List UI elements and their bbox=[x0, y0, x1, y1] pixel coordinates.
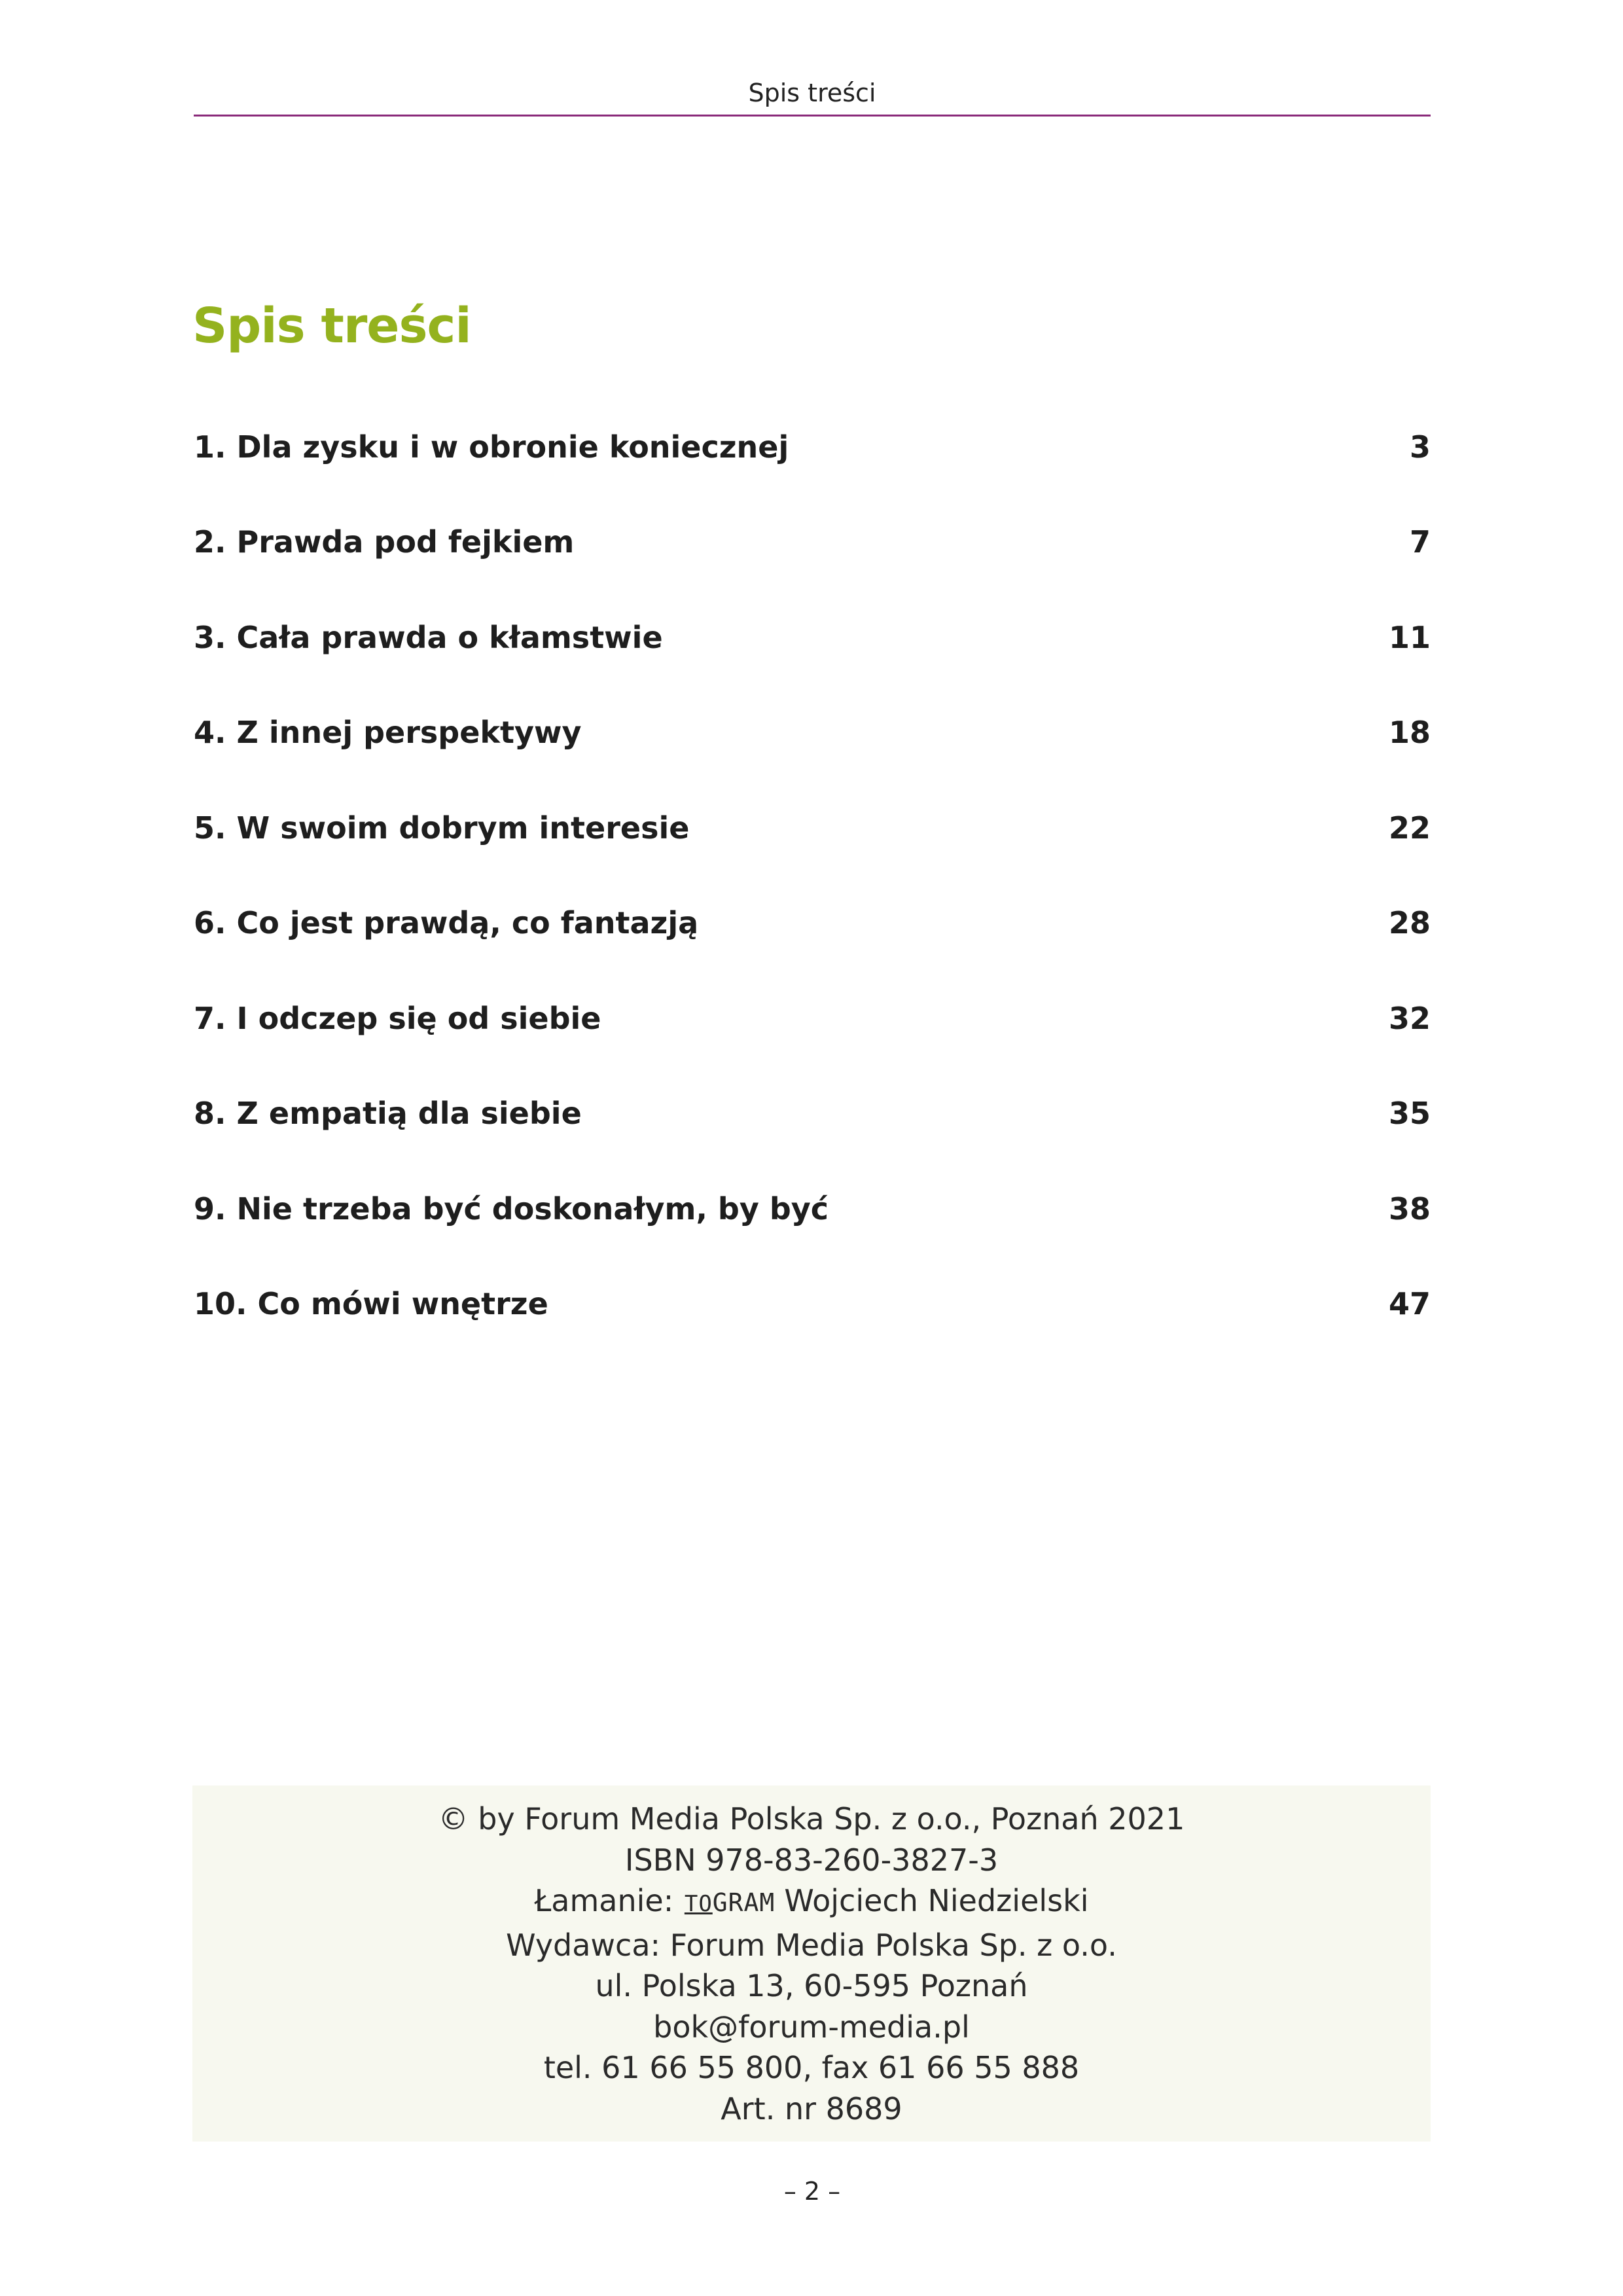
imprint-typesetting bbox=[192, 1880, 1431, 1925]
imprint-typesetter-name: Wojciech Niedzielski bbox=[784, 1883, 1089, 1918]
toc-entry-page: 35 bbox=[1388, 1096, 1431, 1132]
toc-entry[interactable] bbox=[194, 876, 1431, 971]
toc-entry-page: 32 bbox=[1388, 1000, 1431, 1036]
toc-entry[interactable] bbox=[194, 971, 1431, 1066]
running-header: Spis treści bbox=[748, 79, 876, 107]
toc-entry-title: 4. Z innej perspektywy bbox=[194, 715, 582, 751]
toc-entry-page: 28 bbox=[1388, 905, 1431, 941]
toc-entry[interactable] bbox=[194, 685, 1431, 781]
toc-heading: Spis treści bbox=[192, 298, 471, 354]
toc-entry-page: 7 bbox=[1409, 524, 1431, 560]
toc-entry-title: 1. Dla zysku i w obronie koniecznej bbox=[194, 429, 789, 465]
imprint-typesetting-label: Łamanie: bbox=[534, 1883, 674, 1918]
imprint-isbn: ISBN 978-83-260-3827-3 bbox=[624, 1842, 999, 1878]
toc-entry-title: 9. Nie trzeba być doskonałym, by być bbox=[194, 1191, 829, 1227]
imprint-phone: tel. 61 66 55 800, fax 61 66 55 888 bbox=[543, 2050, 1080, 2085]
tograf-logo-rest: GRAM bbox=[712, 1888, 776, 1917]
toc-entry-page: 22 bbox=[1388, 810, 1431, 846]
toc-entry[interactable] bbox=[194, 1257, 1431, 1352]
imprint-article-number: Art. nr 8689 bbox=[721, 2090, 902, 2126]
toc-entry-title: 6. Co jest prawdą, co fantazją bbox=[194, 905, 699, 941]
imprint-box bbox=[192, 1785, 1431, 2142]
toc-entry-title: 5. W swoim dobrym interesie bbox=[194, 810, 690, 846]
toc-entry-page: 38 bbox=[1388, 1191, 1431, 1227]
toc-list bbox=[194, 399, 1431, 1352]
tograf-logo bbox=[685, 1882, 775, 1925]
imprint-publisher: Wydawca: Forum Media Polska Sp. z o.o. bbox=[506, 1927, 1117, 1963]
toc-entry[interactable] bbox=[194, 1066, 1431, 1162]
toc-entry-page: 3 bbox=[1409, 429, 1431, 465]
toc-entry-title: 3. Cała prawda o kłamstwie bbox=[194, 619, 663, 655]
toc-entry-page: 47 bbox=[1388, 1286, 1431, 1322]
toc-entry-title: 2. Prawda pod fejkiem bbox=[194, 524, 575, 560]
toc-entry[interactable] bbox=[194, 590, 1431, 685]
toc-entry[interactable] bbox=[194, 1161, 1431, 1257]
page-number: – 2 – bbox=[783, 2177, 841, 2206]
header-rule bbox=[194, 115, 1431, 117]
toc-entry[interactable] bbox=[194, 780, 1431, 876]
imprint-address: ul. Polska 13, 60-595 Poznań bbox=[595, 1968, 1028, 2003]
toc-entry-title: 10. Co mówi wnętrze bbox=[194, 1286, 548, 1322]
toc-entry-page: 18 bbox=[1388, 715, 1431, 751]
toc-entry-title: 8. Z empatią dla siebie bbox=[194, 1096, 582, 1132]
toc-entry-title: 7. I odczep się od siebie bbox=[194, 1000, 601, 1036]
imprint-email[interactable]: bok@forum-media.pl bbox=[653, 2009, 970, 2045]
toc-entry[interactable] bbox=[194, 399, 1431, 495]
toc-entry-page: 11 bbox=[1388, 619, 1431, 655]
tograf-logo-prefix: TO bbox=[684, 1891, 713, 1917]
imprint-copyright: © by Forum Media Polska Sp. z o.o., Poznań 2021 bbox=[438, 1801, 1185, 1837]
toc-entry[interactable] bbox=[194, 495, 1431, 590]
